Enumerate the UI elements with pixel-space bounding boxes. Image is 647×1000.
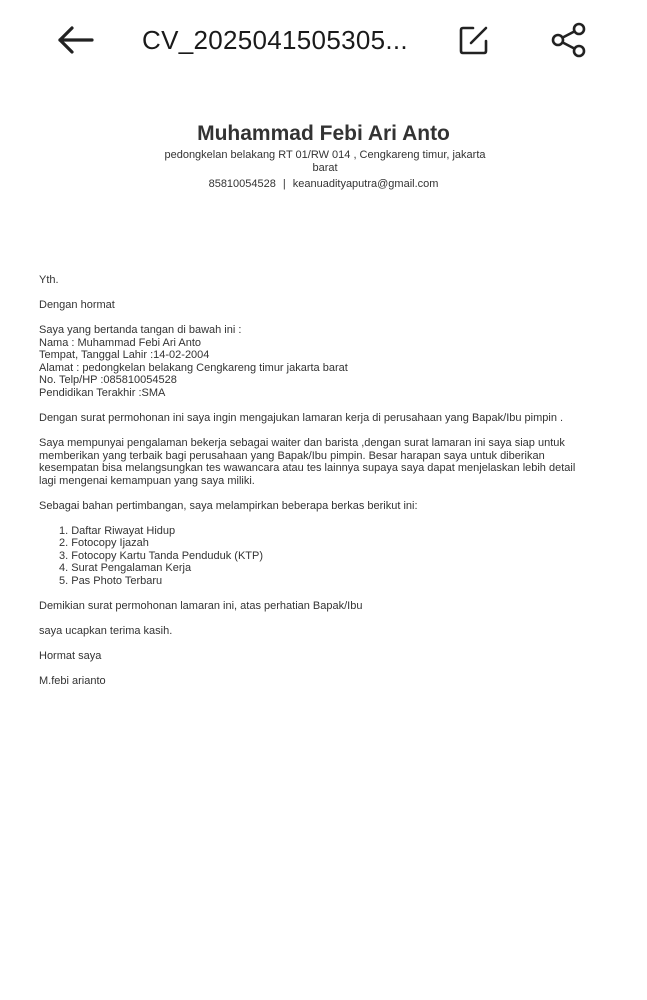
cv-phone: 85810054528 <box>208 178 276 190</box>
paragraph-experience-line: Saya mempunyai pengalaman bekerja sebagai waiter dan barista ,dengan surat lamaran ini saya siap untuk <box>39 436 565 449</box>
paragraph-experience-line: lagi mengenai kemampuan yang saya miliki. <box>39 474 255 487</box>
list-item: 1. Daftar Riwayat Hidup <box>59 524 176 537</box>
field-name: Nama : Muhammad Febi Ari Anto <box>39 336 202 349</box>
greeting: Dengan hormat <box>39 298 115 311</box>
intro-line: Saya yang bertanda tangan di bawah ini : <box>39 323 242 336</box>
contact-separator: | <box>282 178 286 190</box>
file-name-title: CV_2025041505305... <box>142 25 408 55</box>
back-button[interactable] <box>52 16 100 64</box>
attachments-list <box>39 525 614 588</box>
edit-button[interactable] <box>450 16 498 64</box>
share-icon <box>550 21 588 59</box>
list-item: 2. Fotocopy Ijazah <box>59 537 149 550</box>
paragraph-application: Dengan surat permohonan ini saya ingin mengajukan lamaran kerja di perusahaan yang Bapak/Ibu pimpin . <box>39 411 564 424</box>
edit-icon <box>458 24 490 56</box>
share-button[interactable] <box>545 16 593 64</box>
field-phone: No. Telp/HP :085810054528 <box>39 374 177 387</box>
list-item: 4. Surat Pengalaman Kerja <box>59 562 192 575</box>
cv-name: Muhammad Febi Ari Anto <box>197 122 450 145</box>
cv-address: pedongkelan belakang RT 01/RW 014 , Cengkareng timur, jakarta barat <box>164 149 486 174</box>
paragraph-experience-line: kesempatan bisa melangsungkan tes wawancara atau tes lainnya supaya saya dapat menjelaskan lebih detail <box>39 462 576 475</box>
cover-letter-body <box>39 274 614 688</box>
closing-line-1: Demikian surat permohonan lamaran ini, atas perhatian Bapak/Ibu <box>39 600 363 613</box>
field-birth: Tempat, Tanggal Lahir :14-02-2004 <box>39 349 210 362</box>
document-page[interactable] <box>0 84 647 1000</box>
closing-line-2: saya ucapkan terima kasih. <box>39 625 173 637</box>
salutation-to: Yth. <box>39 274 59 286</box>
arrow-left-icon <box>56 24 96 56</box>
attachments-intro: Sebagai bahan pertimbangan, saya melampirkan beberapa berkas berikut ini: <box>39 499 418 512</box>
paragraph-experience-line: memberikan yang terbaik bagi perusahaan yang Bapak/Ibu pimpin. Besar harapan saya untuk diberikan <box>39 449 545 462</box>
regards: Hormat saya <box>39 649 102 662</box>
top-app-bar <box>0 0 647 84</box>
signature-name: M.febi arianto <box>39 674 106 687</box>
list-item: 3. Fotocopy Kartu Tanda Penduduk (KTP) <box>59 549 264 562</box>
list-item: 5. Pas Photo Terbaru <box>59 575 163 588</box>
cv-contact <box>0 178 647 191</box>
field-education: Pendidikan Terakhir :SMA <box>39 386 166 399</box>
field-address: Alamat : pedongkelan belakang Cengkareng timur jakarta barat <box>39 361 348 374</box>
cv-email: keanuadityaputra@gmail.com <box>292 178 439 190</box>
